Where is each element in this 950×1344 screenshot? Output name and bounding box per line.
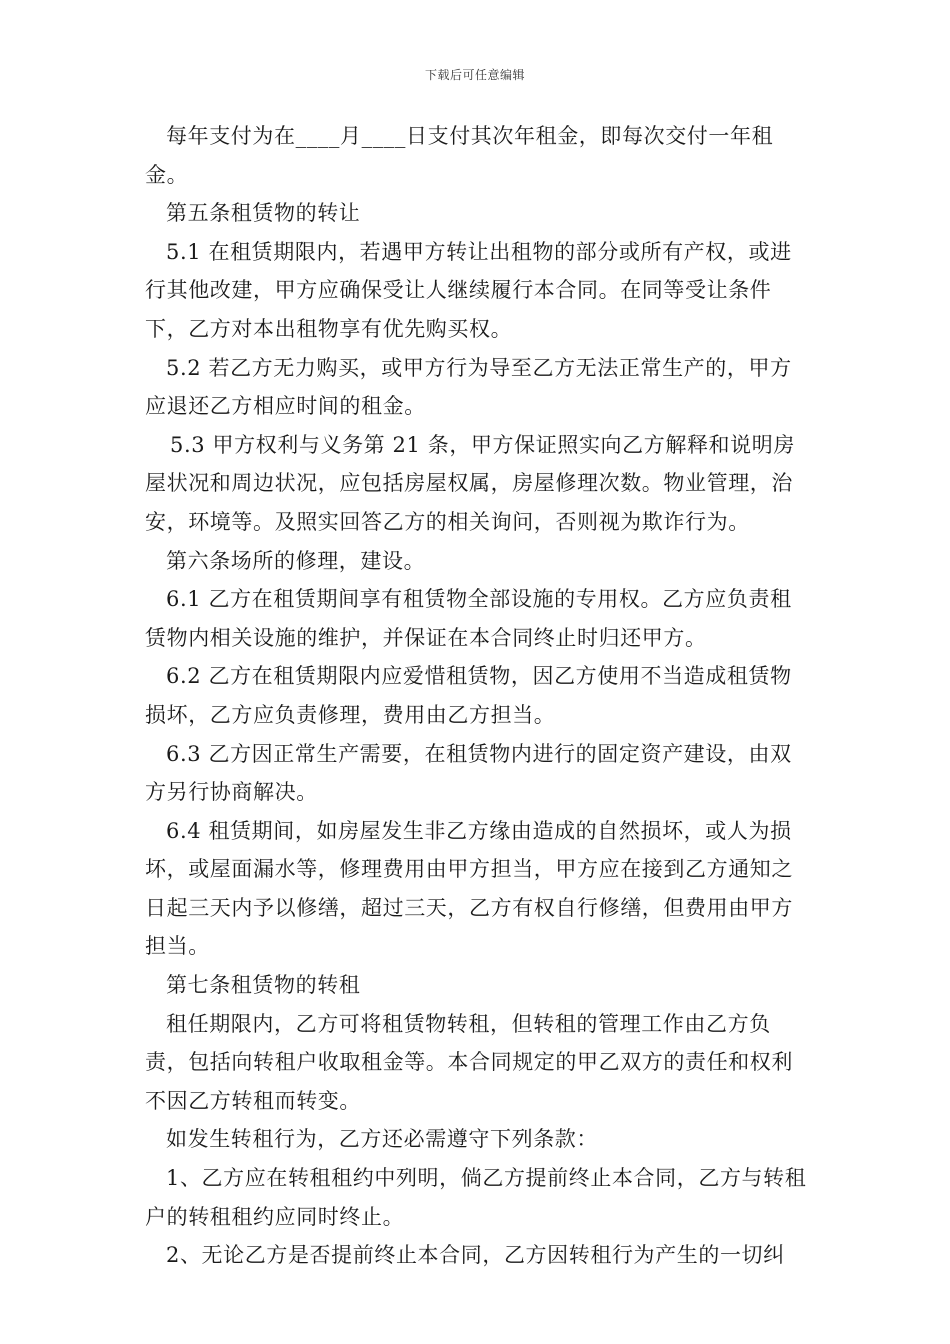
clause-5-2: 5.2 若乙方无力购买，或甲方行为导至乙方无法正常生产的，甲方应退还乙方相应时间的租金。 [145, 355, 792, 419]
clause-6-2: 6.2 乙方在租赁期限内应爱惜租赁物，因乙方使用不当造成租赁物损坏，乙方应负责修理，费用由乙方担当。 [145, 664, 792, 727]
article-7-body: 租任期限内，乙方可将租赁物转租，但转租的管理工作由乙方负责，包括向转租户收取租金等。本合同规定的甲乙双方的责任和权利不因乙方转租而转变。 [145, 1011, 793, 1113]
clause-6-4: 6.4 租赁期间，如房屋发生非乙方缘由造成的自然损坏，或人为损坏，或屋面漏水等，修理费用由甲方担当，甲方应在接到乙方通知之日起三天内予以修缮，超过三天，乙方有权自行修缮，但费用由甲方担当。 [145, 818, 793, 959]
clause-5-1: 5.1 在租赁期限内，若遇甲方转让出租物的部分或所有产权，或进行其他改建，甲方应确保受让人继续履行本合同。在同等受让条件下，乙方对本出租物享有优先购买权。 [145, 239, 792, 341]
clause-6-3: 6.3 乙方因正常生产需要，在租赁物内进行的固定资产建设，由双方另行协商解决。 [145, 741, 792, 805]
article-5-title: 第五条租赁物的转让 [166, 201, 361, 226]
document-body [145, 117, 810, 1275]
article-7-title: 第七条租赁物的转租 [166, 973, 361, 998]
article-7-condition: 如发生转租行为，乙方还必需遵守下列条款： [166, 1127, 598, 1152]
paragraph-annual-payment: 每年支付为在____月____日支付其次年租金，即每次交付一年租金。 [145, 124, 774, 187]
clause-6-1: 6.1 乙方在租赁期间享有租赁物全部设施的专用权。乙方应负责租赁物内相关设施的维护，并保证在本合同终止时归还甲方。 [145, 587, 792, 650]
article-7-item-1: 1、乙方应在转租租约中列明，倘乙方提前终止本合同，乙方与转租户的转租租约应同时终止。 [145, 1166, 807, 1229]
article-7-item-2: 2、无论乙方是否提前终止本合同，乙方因转租行为产生的一切纠 [166, 1243, 785, 1268]
clause-5-3: 5.3 甲方权利与义务第 21 条，甲方保证照实向乙方解释和说明房屋状况和周边状况，应包括房屋权属，房屋修理次数。物业管理，治安，环境等。及照实回答乙方的相关询问，否则视为欺诈行为。 [145, 432, 795, 534]
page-header: 下载后可任意编辑 [424, 68, 525, 82]
article-6-title: 第六条场所的修理，建设。 [166, 548, 426, 573]
